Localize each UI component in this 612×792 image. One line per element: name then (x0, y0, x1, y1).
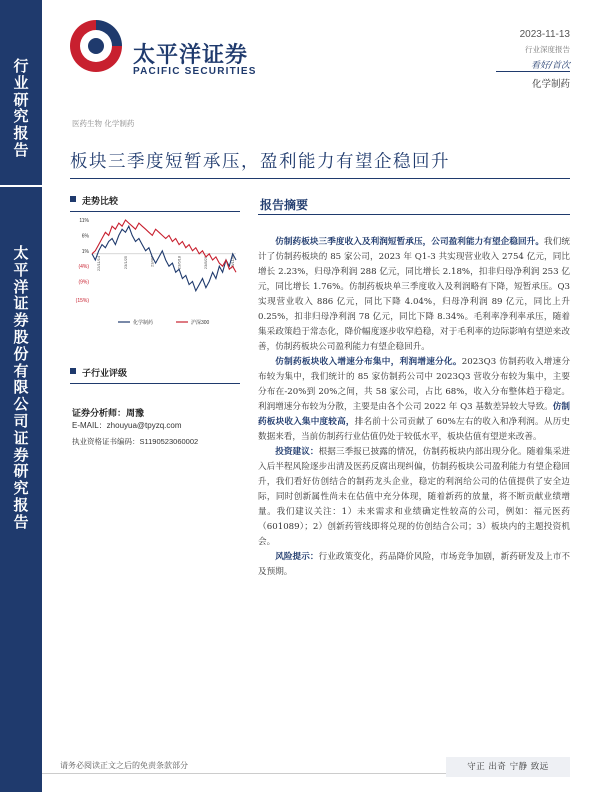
footer-motto: 守正 出奇 宁静 致远 (446, 757, 570, 777)
sidebar-char: 告 (13, 140, 29, 159)
industry-name: 化学制药 (531, 79, 570, 90)
y-tick-label: (4%) (78, 264, 89, 271)
report-date: 2023-11-13 (519, 29, 570, 40)
sidebar-char: 告 (13, 512, 29, 531)
brand-name-cn: 太平洋证券 (133, 43, 249, 68)
paragraph-lead: 仿制药板块收入增速分布集中，利润增速分化。 (275, 357, 462, 367)
summary-title: 报告摘要 (260, 198, 309, 212)
paragraph-lead-secondary: 仿制药板块收入集中度较高， (258, 402, 570, 427)
paragraph-text: 2023Q3 仿制药收入增速分布较为集中，我们统计的 85 家仿制药公司中 2023Q3 营收分布较为集中，主要分布在-20%到 20%之间，共 58 家公司，占比 68%，收入分布整体趋于稳定。利润增速分布较为分散，主要是由各个公司 2022 年 Q3 基数差异较大导致。 (258, 357, 570, 412)
square-bullet-icon (70, 196, 76, 202)
trend-comparison-chart (70, 212, 242, 342)
trend-heading-label: 走势比较 (82, 197, 119, 207)
x-tick-label: 23/8/29 (203, 255, 209, 270)
sidebar-report-category (0, 58, 42, 159)
sidebar-bottom-band (0, 187, 42, 792)
sidebar-char: 业 (13, 73, 29, 92)
series-line-hs300 (92, 220, 236, 272)
analyst-email[interactable]: zhouyua@tpyzq.com (106, 421, 182, 430)
sidebar-char: 太 (13, 244, 29, 262)
sidebar-top-band (0, 0, 42, 185)
sidebar-char: 报 (13, 495, 29, 514)
legend-label: 化学制药 (133, 320, 154, 326)
square-bullet-icon (70, 368, 76, 374)
industry-rating: 看好/首次 (530, 61, 570, 71)
sidebar-char: 证 (13, 294, 29, 313)
sidebar-char: 股 (13, 327, 29, 346)
y-tick-label: (15%) (75, 298, 89, 304)
sidebar-char: 司 (13, 411, 29, 430)
sub-rating-heading-rule (70, 383, 240, 384)
sidebar-char: 研 (13, 90, 29, 109)
y-tick-label: 11% (79, 218, 89, 224)
x-tick-label: 23/4/7 (149, 255, 155, 267)
sub-rating-heading-label: 子行业评级 (82, 369, 128, 379)
y-tick-label: 6% (81, 233, 89, 240)
summary-paragraph (258, 445, 570, 550)
pacific-securities-logo-icon (66, 16, 126, 76)
analyst-name: 周豫 (126, 409, 145, 419)
trend-section-heading (70, 194, 240, 207)
paragraph-text-secondary: 排名前十公司贡献了 60%左右的收入和净利润。从历史数据来看，当前仿制药行业估值仍处于较低水平，板块估值有望逆来改善。 (258, 417, 570, 442)
sidebar-char: 研 (13, 462, 29, 481)
cert-label: 执业资格证书编码： (72, 437, 140, 446)
cert-number: S1190523060002 (139, 437, 199, 446)
brand-name-en: PACIFIC SECURITIES (133, 66, 257, 77)
analyst-label: 证券分析师： (72, 409, 127, 419)
summary-divider (258, 214, 570, 215)
email-label: E-MAIL： (72, 421, 107, 430)
paragraph-lead: 仿制药板块三季度收入及利润短暂承压，公司盈利能力有望企稳回升。 (275, 237, 545, 247)
sidebar-char: 究 (13, 107, 29, 126)
sidebar-char: 报 (13, 124, 29, 143)
footer-disclaimer: 请务必阅读正文之后的免责条款部分 (60, 761, 188, 770)
sidebar-char: 券 (13, 445, 29, 464)
sidebar-char: 洋 (13, 277, 29, 296)
paragraph-lead: 投资建议： (275, 447, 319, 457)
paragraph-text: 行业政策变化，药品降价风险，市场竞争加剧，新药研发及上市不及预期。 (258, 552, 570, 577)
title-divider (70, 178, 570, 179)
header-divider (496, 71, 570, 72)
analyst-cert-line (72, 436, 198, 447)
paragraph-text: 根据三季报已披露的情况，仿制药板块内部出现分化。随着集采进入后半程风险逐步出清及医药反腐出现纠偏，仿制药板块公司盈利能力有望企稳回升，我们看好仿创结合的制药龙头企业，稳定的利润给公司的估值提供了安全边际，同时创新属性尚未在估值中充分体现，随着新药的放量，将不断贡献业绩增量。我们建议关注：1）未来需求和业绩确定性较高的公司，例如：福元医药（601089）；2）创新药管线即将兑现的仿创结合公司；3）板块内的主题投资机会。 (258, 447, 570, 547)
analyst-email-line (72, 420, 182, 431)
y-tick-label: (9%) (78, 279, 89, 286)
x-tick-label: 22/11/14 (96, 255, 101, 272)
paragraph-lead: 风险提示： (275, 552, 319, 562)
analyst-line (72, 406, 144, 419)
summary-paragraph (258, 550, 570, 580)
paragraph-text: 我们统计了仿制药板块的 85 家公司，2023 年 Q1-3 共实现营业收入 2754 亿元，同比增长 2.23%，归母净利润 288 亿元，同比增长 2.18%，扣非归母净利润 253 亿元，同比增长 1.76%。仿制药板块单三季度收入及利润略有下降，短暂承压。Q3 实现营业收入 886 亿元，同比下降 4.04%，归母净利润 89 亿元，同比上升 0.25%，扣非归母净利润 78 亿元，同比下降 8.34%。毛利率净利率承压，随着集采政策趋于常态化，降价幅度逐步收窄趋稳，对于毛利率的边际影响有望逆来改善，仿制药板块公司盈利能力有望企稳回升。 (258, 237, 570, 352)
report-type: 行业深度报告 (525, 45, 570, 54)
summary-paragraph (258, 355, 570, 445)
summary-body (258, 235, 570, 580)
breadcrumb: 医药生物 化学制药 (72, 119, 135, 128)
sidebar-char: 平 (13, 260, 29, 279)
x-tick-label: 23/6/18 (176, 255, 182, 270)
x-tick-label: 23/1/25 (122, 255, 128, 270)
x-tick-label: 23/11/9 (230, 255, 235, 269)
page-title: 板块三季度短暂承压，盈利能力有望企稳回升 (70, 152, 450, 172)
sidebar-char: 行 (13, 57, 29, 75)
legend-label: 沪深300 (191, 320, 210, 326)
sidebar-char: 公 (13, 395, 29, 414)
sidebar-char: 证 (13, 428, 29, 447)
sidebar-company-name (0, 245, 42, 531)
sub-rating-section-heading (70, 366, 240, 379)
sidebar-char: 券 (13, 311, 29, 330)
sidebar-char: 有 (13, 361, 29, 380)
sidebar-char: 限 (13, 378, 29, 397)
sidebar-char: 究 (13, 479, 29, 498)
sidebar-char: 份 (13, 344, 29, 363)
y-tick-label: 1% (81, 248, 89, 255)
summary-paragraph (258, 235, 570, 355)
